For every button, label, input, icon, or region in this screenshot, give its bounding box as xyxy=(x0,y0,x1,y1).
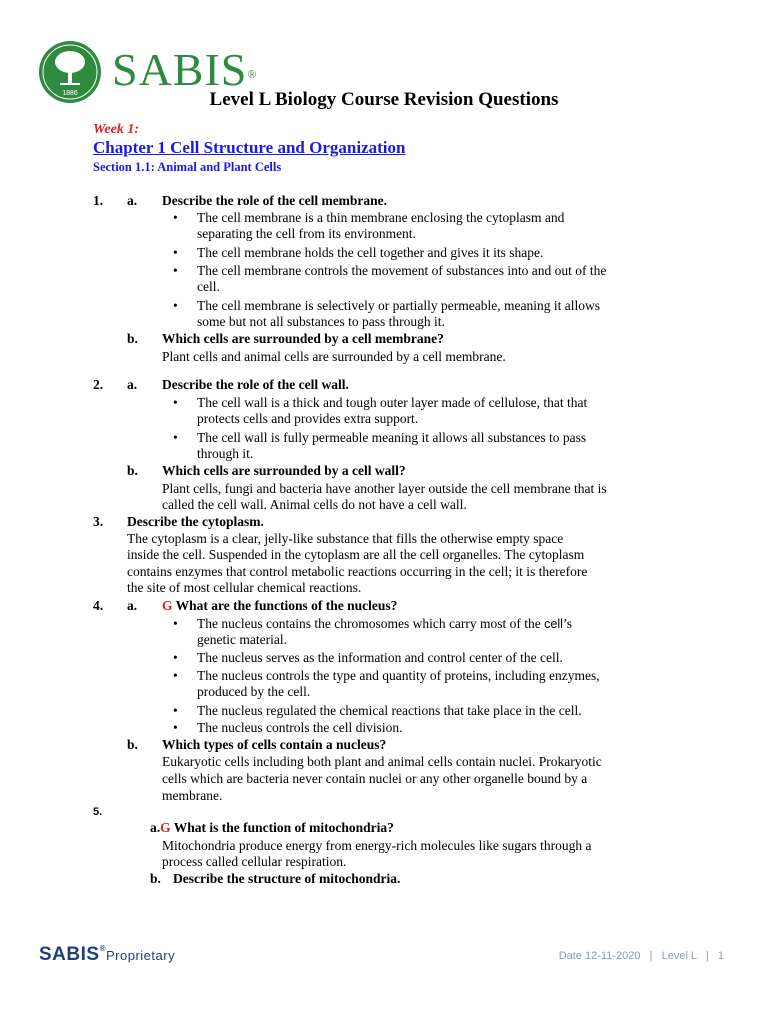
q4-a-label: a. xyxy=(127,598,138,613)
q3-answer-line-2: inside the cell. Suspended in the cytoplasm are all the cell organelles. The cytoplasm xyxy=(127,547,585,562)
q2-a-question: Describe the role of the cell wall. xyxy=(162,377,349,392)
q4-b-label: b. xyxy=(127,737,138,752)
q2-number: 2. xyxy=(93,377,104,392)
q1-bullet-1-line-1: The cell membrane is a thin membrane enclosing the cytoplasm and xyxy=(197,210,565,225)
q4-b-question: Which types of cells contain a nucleus? xyxy=(162,737,387,752)
q5-a-label: a. xyxy=(150,820,161,835)
q3-question: Describe the cytoplasm. xyxy=(127,514,264,529)
bullet-icon: • xyxy=(173,703,178,718)
q1-bullet-3-line-1: The cell membrane controls the movement of substances into and out of the xyxy=(197,263,607,278)
q1-a-label: a. xyxy=(127,193,138,208)
q2-a-label: a. xyxy=(127,377,138,392)
bullet-icon: • xyxy=(173,616,178,631)
q4-bullet-5: The nucleus controls the cell division. xyxy=(197,720,403,735)
g-marker: G xyxy=(160,820,171,835)
q4-bullet-3-line-1: The nucleus controls the type and quantity of proteins, including enzymes, xyxy=(197,668,600,683)
q5-a-answer-line-2: process called cellular respiration. xyxy=(162,854,347,869)
q4-b-answer-line-1: Eukaryotic cells including both plant and animal cells contain nuclei. Prokaryotic xyxy=(162,754,602,769)
q4-a-question: What are the functions of the nucleus? xyxy=(175,598,398,613)
q1-bullet-4-line-2: some but not all substances to pass through it. xyxy=(197,314,445,329)
q2-b-answer-line-1: Plant cells, fungi and bacteria have another layer outside the cell membrane that is xyxy=(162,481,607,496)
q3-answer-line-1: The cytoplasm is a clear, jelly-like substance that fills the otherwise empty space xyxy=(127,531,564,546)
q1-bullet-3-line-2: cell. xyxy=(197,279,220,294)
q5-number: 5. xyxy=(93,806,103,818)
q4-b-answer-line-2: cells which are bacteria never contain nuclei or any other organelle bound by a xyxy=(162,771,588,786)
bullet-icon: • xyxy=(173,263,178,278)
q4-a-question-line xyxy=(162,598,397,615)
q1-bullet-1-line-2: separating the cell from its environment. xyxy=(197,226,416,241)
bullet-icon: • xyxy=(173,650,178,665)
footer-date-level-page: Date 12-11-2020 | Level L | 1 xyxy=(558,950,724,962)
q4-bullet-1-line-2: genetic material. xyxy=(197,632,287,647)
bullet-icon: • xyxy=(173,298,178,313)
q1-number: 1. xyxy=(93,193,104,208)
q5-a-answer-line-1: Mitochondria produce energy from energy-rich molecules like sugars through a xyxy=(162,838,592,853)
bullet-icon: • xyxy=(173,668,178,683)
q4-bullet-1-line-1: The nucleus contains the chromosomes which carry most of the cell’s xyxy=(197,616,572,631)
footer-brand: SABIS®Proprietary xyxy=(39,944,176,965)
bullet-icon: • xyxy=(173,430,178,445)
bullet-icon: • xyxy=(173,245,178,260)
q4-bullet-4: The nucleus regulated the chemical reactions that take place in the cell. xyxy=(197,703,582,718)
bullet-icon: • xyxy=(173,395,178,410)
q4-bullet-2: The nucleus serves as the information and control center of the cell. xyxy=(197,650,563,665)
document-title: Level L Biology Course Revision Questions xyxy=(209,89,559,110)
q2-b-answer-line-2: called the cell wall. Animal cells do not have a cell wall. xyxy=(162,497,467,512)
q1-b-answer: Plant cells and animal cells are surrounded by a cell membrane. xyxy=(162,349,506,364)
seal-year: 1886 xyxy=(62,90,78,97)
bullet-icon: • xyxy=(173,720,178,735)
q2-b-label: b. xyxy=(127,463,138,478)
q5-a-question: What is the function of mitochondria? xyxy=(173,820,394,835)
q1-b-question: Which cells are surrounded by a cell membrane? xyxy=(162,331,444,346)
q1-bullet-2: The cell membrane holds the cell together and gives it its shape. xyxy=(197,245,544,260)
q3-answer-line-3: contains enzymes that control metabolic reactions occurring in the cell; it is therefore xyxy=(127,564,588,579)
q1-bullet-4-line-1: The cell membrane is selectively or partially permeable, meaning it allows xyxy=(197,298,600,313)
q3-answer-line-4: the site of most cellular chemical reactions. xyxy=(127,580,362,595)
chapter-heading: Chapter 1 Cell Structure and Organization xyxy=(93,138,406,157)
q4-number: 4. xyxy=(93,598,104,613)
q4-b-answer-line-3: membrane. xyxy=(162,788,223,803)
q4-bullet-3-line-2: produced by the cell. xyxy=(197,684,311,699)
q5-b-question: Describe the structure of mitochondria. xyxy=(173,871,401,886)
q5-a-question-line xyxy=(150,820,394,837)
q5-b-label: b. xyxy=(150,871,161,886)
brand-wordmark: SABIS® xyxy=(112,44,258,95)
q2-bullet-1-line-1: The cell wall is a thick and tough outer layer made of cellulose, that that xyxy=(197,395,588,410)
week-label: Week 1: xyxy=(93,122,139,137)
q2-b-question: Which cells are surrounded by a cell wall? xyxy=(162,463,406,478)
q2-bullet-2-line-1: The cell wall is fully permeable meaning it allows all substances to pass xyxy=(197,430,587,445)
q2-bullet-1-line-2: protects cells and provides extra support. xyxy=(197,411,419,426)
g-marker: G xyxy=(162,598,173,613)
q1-b-label: b. xyxy=(127,331,138,346)
q2-bullet-2-line-2: through it. xyxy=(197,446,254,461)
section-heading: Section 1.1: Animal and Plant Cells xyxy=(93,160,282,174)
bullet-icon: • xyxy=(173,210,178,225)
q3-number: 3. xyxy=(93,514,104,529)
q1-a-question: Describe the role of the cell membrane. xyxy=(162,193,388,208)
